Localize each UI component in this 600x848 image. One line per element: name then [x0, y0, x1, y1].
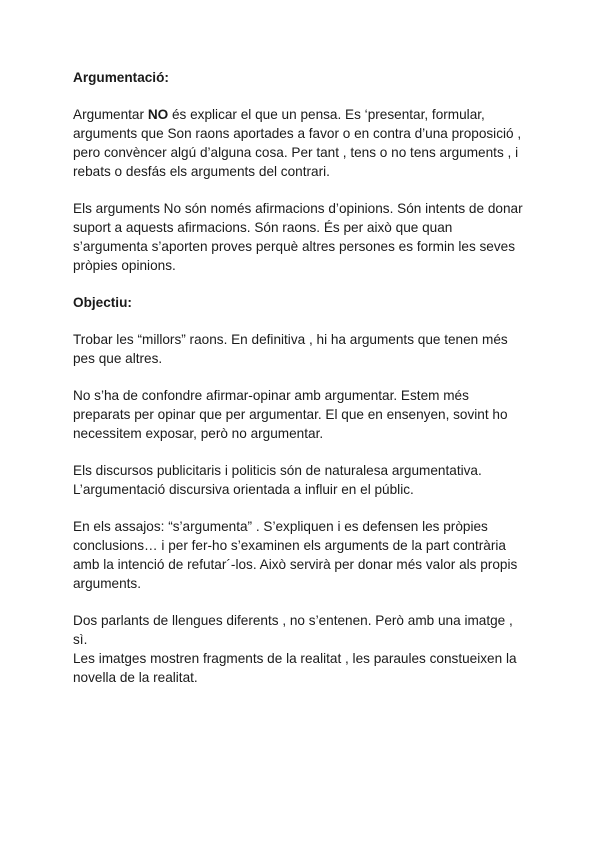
- heading-objectiu: Objectiu:: [73, 295, 132, 310]
- paragraph-definition-rest: és explicar el que un pensa. Es ‘presentar, formular, arguments que Son raons aportades a favor o en contra d’una proposició , pero convèncer algú d’alguna cosa. Per tant , tens o no tens arguments , i rebats o desfás els arguments del contrari.: [73, 107, 522, 179]
- emphasis-no: NO: [147, 107, 169, 122]
- paragraph-definition-start: Argumentar: [73, 107, 148, 122]
- paragraph-discourse: Els discursos publicitaris i politicis són de naturalesa argumentativa. L’argumentació discursiva orientada a influir en el públic.: [73, 463, 482, 497]
- paragraph-images: [73, 611, 530, 687]
- heading-argumentacio: Argumentació:: [73, 70, 169, 85]
- paragraph-definition: [73, 105, 530, 181]
- paragraph-objective: Trobar les “millors” raons. En definitiva , hi ha arguments que tenen més pes que altres.: [73, 332, 508, 366]
- paragraph-confusion: No s’ha de confondre afirmar-opinar amb argumentar. Estem més preparats per opinar que per argumentar. El que en ensenyen, sovint ho necessitem exposar, però no argumentar.: [73, 388, 508, 441]
- paragraph-images-line2: Les imatges mostren fragments de la realitat , les paraules constueixen la novella de la realitat.: [73, 651, 517, 685]
- paragraph-images-line1: Dos parlants de llengues diferents , no s’entenen. Però amb una imatge , sì.: [73, 613, 513, 647]
- paragraph-arguments: Els arguments No són només afirmacions d’opinions. Són intents de donar suport a aquests afirmacions. Són raons. És per això que quan s’argumenta s’aporten proves perquè altres persones es formin les seves pròpies opinions.: [73, 201, 523, 273]
- paragraph-essays: En els assajos: “s’argumenta” . S’expliquen i es defensen les pròpies conclusions… i per fer-ho s’examinen els arguments de la part contrària amb la intenció de refutar´-los. Això servirà per donar més valor als propis arguments.: [73, 519, 518, 591]
